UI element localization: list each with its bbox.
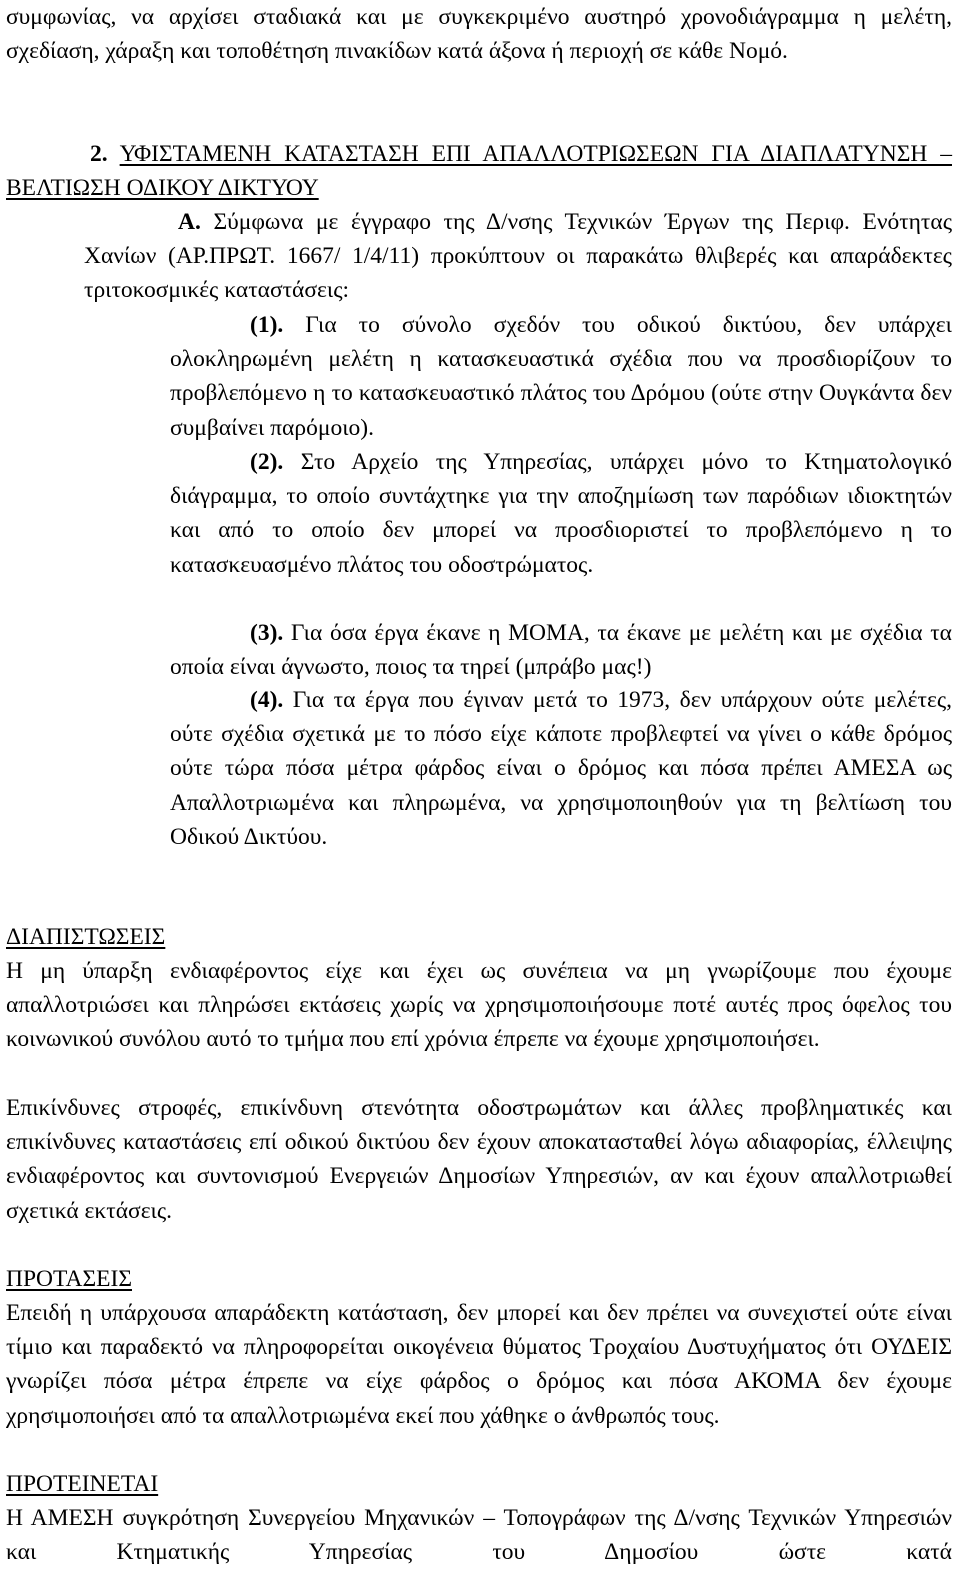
item-1 [170,308,952,445]
findings-heading: ΔΙΑΠΙΣΤΩΣΕΙΣ [6,924,166,950]
proposals-heading: ΠΡΟΤΑΣΕΙΣ [6,1266,132,1292]
item-1-num: (1). [250,312,284,338]
section-title [6,137,952,205]
proposed-paragraph: Η ΑΜΕΣΗ συγκρότηση Συνεργείου Μηχανικών – Τοπογράφων της Δ/νσης Τεχνικών Υπηρεσιών και Κτηματικής Υπηρεσίας του Δημοσίου ώστε κατά [6,1505,952,1566]
proposals-paragraph: Επειδή η υπάρχουσα απαράδεκτη κατάσταση, δεν μπορεί και δεν πρέπει να συνεχιστεί ούτε είναι τίμιο και παραδεκτό να πληροφορείται οικογένεια θύματος Τροχαίου Δυστυχήματος ότι ΟΥΔΕΙΣ γνωρίζει πόσα μέτρα έπρεπε να είχε φάρδος ο δρόμος και πόσα ΑΚΟΜΑ δεν έχουμε χρησιμοποιήσει από τα απαλλοτριωμένα εκεί που χάθηκε ο άνθρωπός τους. [6,1300,952,1429]
item-2-text: Στο Αρχείο της Υπηρεσίας, υπάρχει μόνο το Κτηματολογικό διάγραμμα, το οποίο συντάχτηκε για την αποζημίωση των παρόδιων ιδιοκτητών και από το οποίο δεν μπορεί να προσδιοριστεί το προβλεπόμενο η το κατασκευασμένο πλάτος του οδοστρώματος. [170,449,953,578]
proposed-heading: ΠΡΟΤΕΙΝΕΤΑΙ [6,1471,159,1497]
item-2-num: (2). [250,449,284,475]
intro-paragraph: συμφωνίας, να αρχίσει σταδιακά και με συγκεκριμένο αυστηρό χρονοδιάγραμμα η μελέτη, σχεδίαση, χάραξη και τοποθέτηση πινακίδων κατά άξονα ή περιοχή σε κάθε Νομό. [6,4,952,65]
subsection-a-text: Σύμφωνα με έγγραφο της Δ/νσης Τεχνικών Έργων της Περιφ. Ενότητας Χανίων (ΑΡ.ΠΡΩΤ. 1667/ 1/4/11) προκύπτουν οι παρακάτω θλιβερές και απαράδεκτες τριτοκοσμικές καταστάσεις: [84,209,952,304]
item-2 [170,445,952,582]
section-number: 2. [90,141,108,167]
item-4-text: Για τα έργα που έγιναν μετά το 1973, δεν υπάρχουν ούτε μελέτες, ούτε σχέδια σχετικά με το πόσο είχε κάποτε προβλεφτεί να γίνει ο κάθε δρόμος ούτε τώρα πόσα μέτρα φάρδος είναι ο δρόμος και πόσα πρέπει ΑΜΕΣΑ ως Απαλλοτριωμένα και πληρωμένα, να χρησιμοποιηθούν για τη βελτίωση του Οδικού Δικτύου. [170,687,953,850]
findings-paragraph-2: Επικίνδυνες στροφές, επικίνδυνη στενότητα οδοστρωμάτων και άλλες προβληματικές και επικίνδυνες καταστάσεις επί οδικού δικτύου δεν έχουν αποκατασταθεί λόγω αδιαφορίας, έλλειψης ενδιαφέροντος και συντονισμού Ενεργειών Δημοσίων Υπηρεσιών, αν και έχουν απαλλοτριωθεί σχετικά εκτάσεις. [6,1095,952,1224]
item-4-num: (4). [250,687,284,713]
item-3-text: Για όσα έργα έκανε η ΜΟΜΑ, τα έκανε με μελέτη και με σχέδια τα οποία είναι άγνωστο, ποιος τα τηρεί (μπράβο μας!) [170,620,952,681]
findings-paragraph-1: Η μη ύπαρξη ενδιαφέροντος είχε και έχει ως συνέπεια να μη γνωρίζουμε που έχουμε απαλλοτριώσει και πληρώσει εκτάσεις χωρίς να χρησιμοποιήσουμε ποτέ αυτές προς όφελος του κοινωνικού συνόλου αυτό το τμήμα που επί χρόνια έπρεπε να έχουμε χρησιμοποιήσει. [6,958,952,1053]
section-title-text: ΥΦΙΣΤΑΜΕΝΗ ΚΑΤΑΣΤΑΣΗ ΕΠΙ ΑΠΑΛΛΟΤΡΙΩΣΕΩΝ ΓΙΑ ΔΙΑΠΛΑΤΥΝΣΗ – ΒΕΛΤΙΩΣΗ ΟΔΙΚΟΥ ΔΙΚΤΥΟΥ [6,141,952,202]
item-3 [170,616,952,684]
item-3-num: (3). [250,620,284,646]
subsection-a-label: Α. [178,209,201,235]
item-4 [170,683,952,854]
subsection-a-body [84,205,952,308]
item-1-text: Για το σύνολο σχεδόν του οδικού δικτύου, δεν υπάρχει ολοκληρωμένη μελέτη η κατασκευαστικά σχέδια που να προσδιορίζουν το προβλεπόμενο η το κατασκευαστικό πλάτος του Δρόμου (ούτε στην Ουγκάντα δεν συμβαίνει παρόμοιο). [170,312,952,441]
